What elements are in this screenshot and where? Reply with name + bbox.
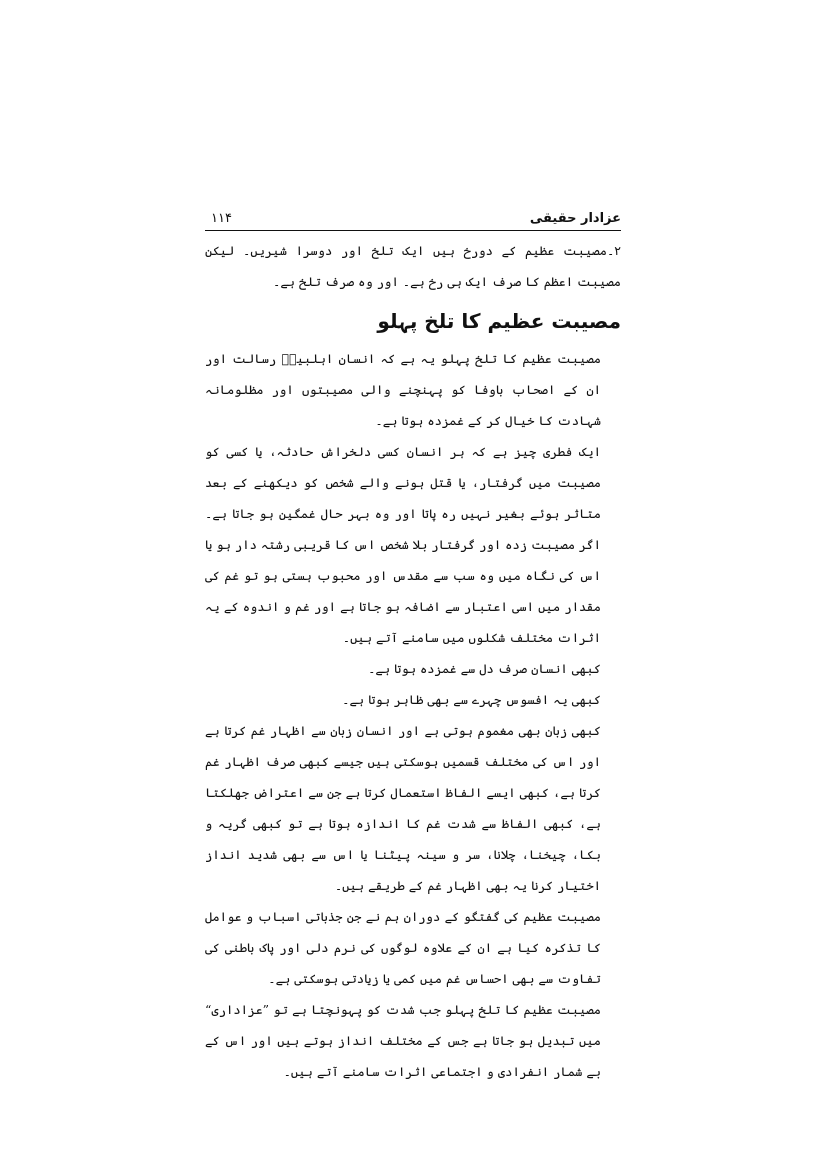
- paragraph-6: مصیبت عظیم کا تلخ پہلو جب شدت کو پہونچتا ہے تو ”عزاداری“ میں تبدیل ہو جاتا ہے جس کے مختلف انداز ہوتے ہیں اور اس کے بے شمار انفرادی و اجتماعی اثرات سامنے آتے ہیں۔: [205, 1002, 601, 1079]
- paragraph-5: مصیبت عظیم کی گفتگو کے دوران ہم نے جن جذباتی اسباب و عوامل کا تذکرہ کیا ہے ان کے علاوہ لوگوں کی نرم دلی اور پاک باطنی کی تفاوت سے بھی احساس غم میں کمی یا زیادتی ہوسکتی ہے۔: [205, 909, 601, 986]
- paragraph-line-1: کبھی انسان صرف دل سے غمزدہ ہوتا ہے۔: [368, 661, 601, 676]
- book-title: عزادار حقیقی: [529, 211, 621, 226]
- paragraph-1: ۲۔مصیبت عظیم کے دورخ ہیں ایک تلخ اور دوسرا شیریں۔ لیکن مصیبت اعظم کا صرف ایک ہی رخ ہے۔ اور وہ صرف تلخ ہے۔: [205, 243, 621, 289]
- paragraph-3: ایک فطری چیز ہے کہ ہر انسان کسی دلخراش حادثہ، یا کسی کو مصیبت میں گرفتار، یا قتل ہونے والے شخص کو دیکھنے کے بعد متاثر ہوئے بغیر نہیں رہ پاتا اور وہ بہر حال غمگین ہو جاتا ہے۔ اگر مصیبت زدہ اور گرفتار بلا شخص اس کا قریبی رشتہ دار ہو یا اس کی نگاہ میں وہ سب سے مقدس اور محبوب ہستی ہو تو غم کی مقدار میں اسی اعتبار سے اضافہ ہو جاتا ہے اور غم و اندوہ کے یہ اثرات مختلف شکلوں میں سامنے آتے ہیں۔: [205, 444, 601, 645]
- section-heading: مصیبت عظیم کا تلخ پہلو: [377, 309, 621, 333]
- book-page: [205, 200, 621, 1087]
- page-number: ۱۱۴: [211, 211, 232, 226]
- paragraph-4: کبھی زبان بھی مغموم ہوتی ہے اور انسان زبان سے اظہار غم کرتا ہے اور اس کی مختلف قسمیں ہوسکتی ہیں جیسے کبھی صرف اظہار غم کرتا ہے، کبھی ایسے الفاظ استعمال کرتا ہے جن سے اعتراض جھلکتا ہے، کبھی الفاظ سے شدت غم کا اندازہ ہوتا ہے تو کبھی گریہ و بکا، چیخنا، چلانا، سر و سینہ پیٹنا یا اس سے بھی شدید انداز اختیار کرنا یہ بھی اظہار غم کے طریقے ہیں۔: [205, 723, 601, 893]
- paragraph-2: مصیبت عظیم کا تلخ پہلو یہ ہے کہ انسان اہلبیتؑ رسالت اور ان کے اصحاب باوفا کو پہنچنے والی مصیبتوں اور مظلومانہ شہادت کا خیال کر کے غمزدہ ہوتا ہے۔: [205, 351, 601, 428]
- running-header: [205, 200, 621, 226]
- header-rule: [205, 230, 621, 231]
- paragraph-line-2: کبھی یہ افسوس چہرے سے بھی ظاہر ہوتا ہے۔: [342, 692, 601, 707]
